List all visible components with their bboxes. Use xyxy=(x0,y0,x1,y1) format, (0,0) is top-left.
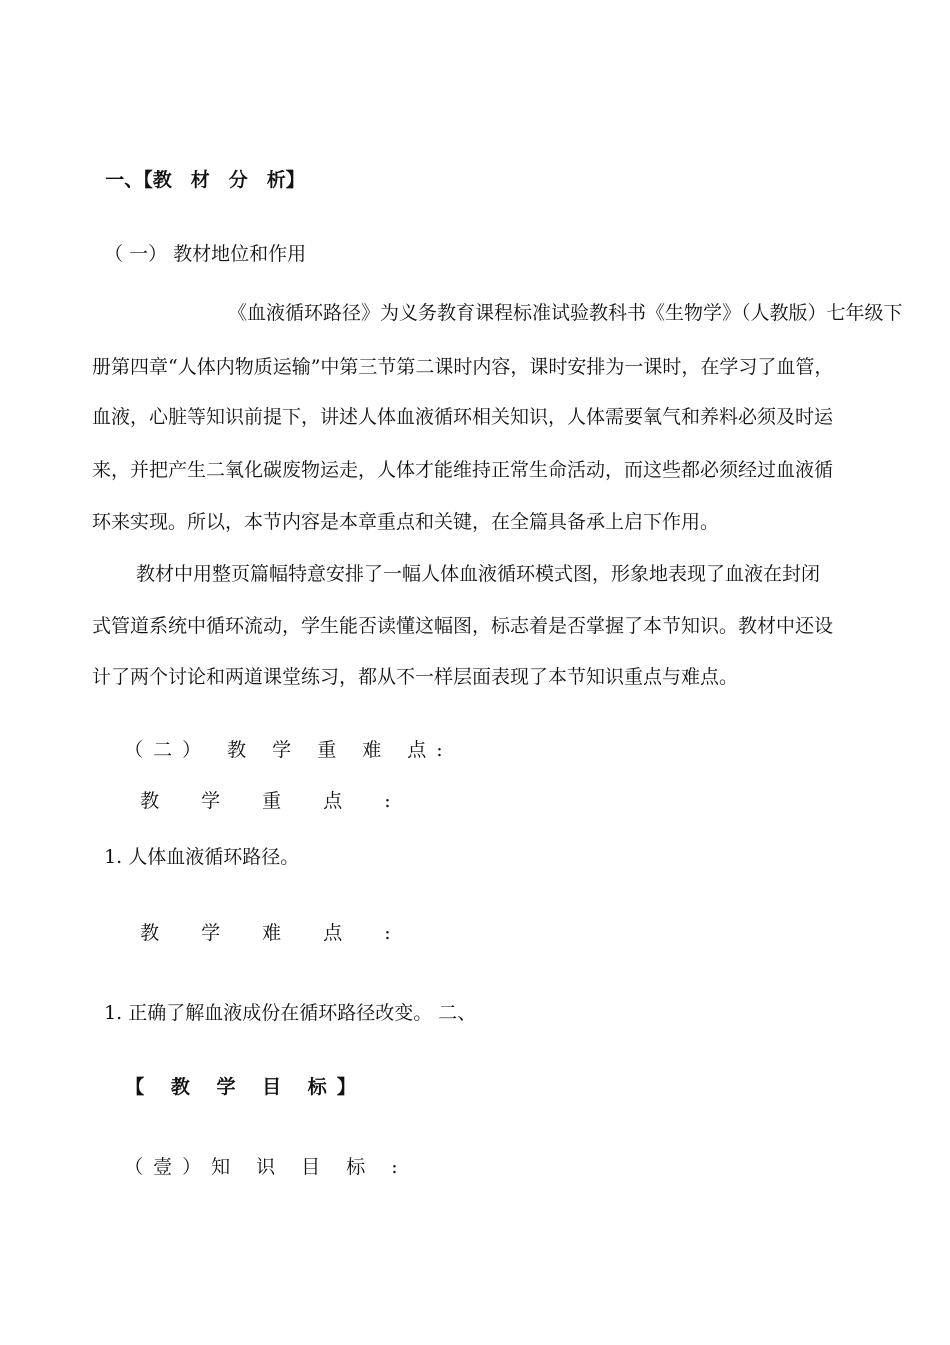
paragraph-line: 教材中用整页篇幅特意安排了一幅人体血液循环模式图，形象地表现了血液在封闭 xyxy=(136,563,821,585)
key-points-label: 教 学 重 点 : xyxy=(140,790,409,812)
paragraph-line: 血液，心脏等知识前提下，讲述人体血液循环相关知识，人体需要氧气和养料必须及时运 xyxy=(92,406,834,428)
subsection-heading-position: （ 一） 教材地位和作用 xyxy=(104,243,307,265)
section2-heading: 【 教 学 目 标】 xyxy=(125,1076,366,1098)
section1-heading: 一、【教 材 分 析】 xyxy=(105,169,305,191)
difficult-point-item: 1. 正确了解血液成份在循环路径改变。 二、 xyxy=(104,1002,477,1024)
subsection-heading-key-difficult: （二） 教 学 重 难 点: xyxy=(124,739,453,761)
paragraph-line: 环来实现。所以，本节内容是本章重点和关键，在全篇具备承上启下作用。 xyxy=(92,511,720,533)
paragraph-line: 计了两个讨论和两道课堂练习，都从不一样层面表现了本节知识重点与难点。 xyxy=(92,666,739,688)
paragraph-line: 式管道系统中循环流动，学生能否读懂这幅图，标志着是否掌握了本节知识。教材中还设 xyxy=(92,615,834,637)
paragraph-line: 来，并把产生二氧化碳废物运走，人体才能维持正常生命活动，而这些都必须经过血液循 xyxy=(92,459,834,481)
key-point-item: 1. 人体血液循环路径。 xyxy=(104,846,300,868)
paragraph-line: 册第四章“人体内物质运输”中第三节第二课时内容，课时安排为一课时，在学习了血管， xyxy=(92,356,834,378)
knowledge-objectives-heading: （壹）知 识 目 标 : xyxy=(124,1156,408,1178)
difficult-points-label: 教 学 难 点 : xyxy=(140,922,409,944)
paragraph-line: 《血液循环路径》为义务教育课程标准试验教科书《生物学》（人教版）七年级下 xyxy=(228,302,903,324)
